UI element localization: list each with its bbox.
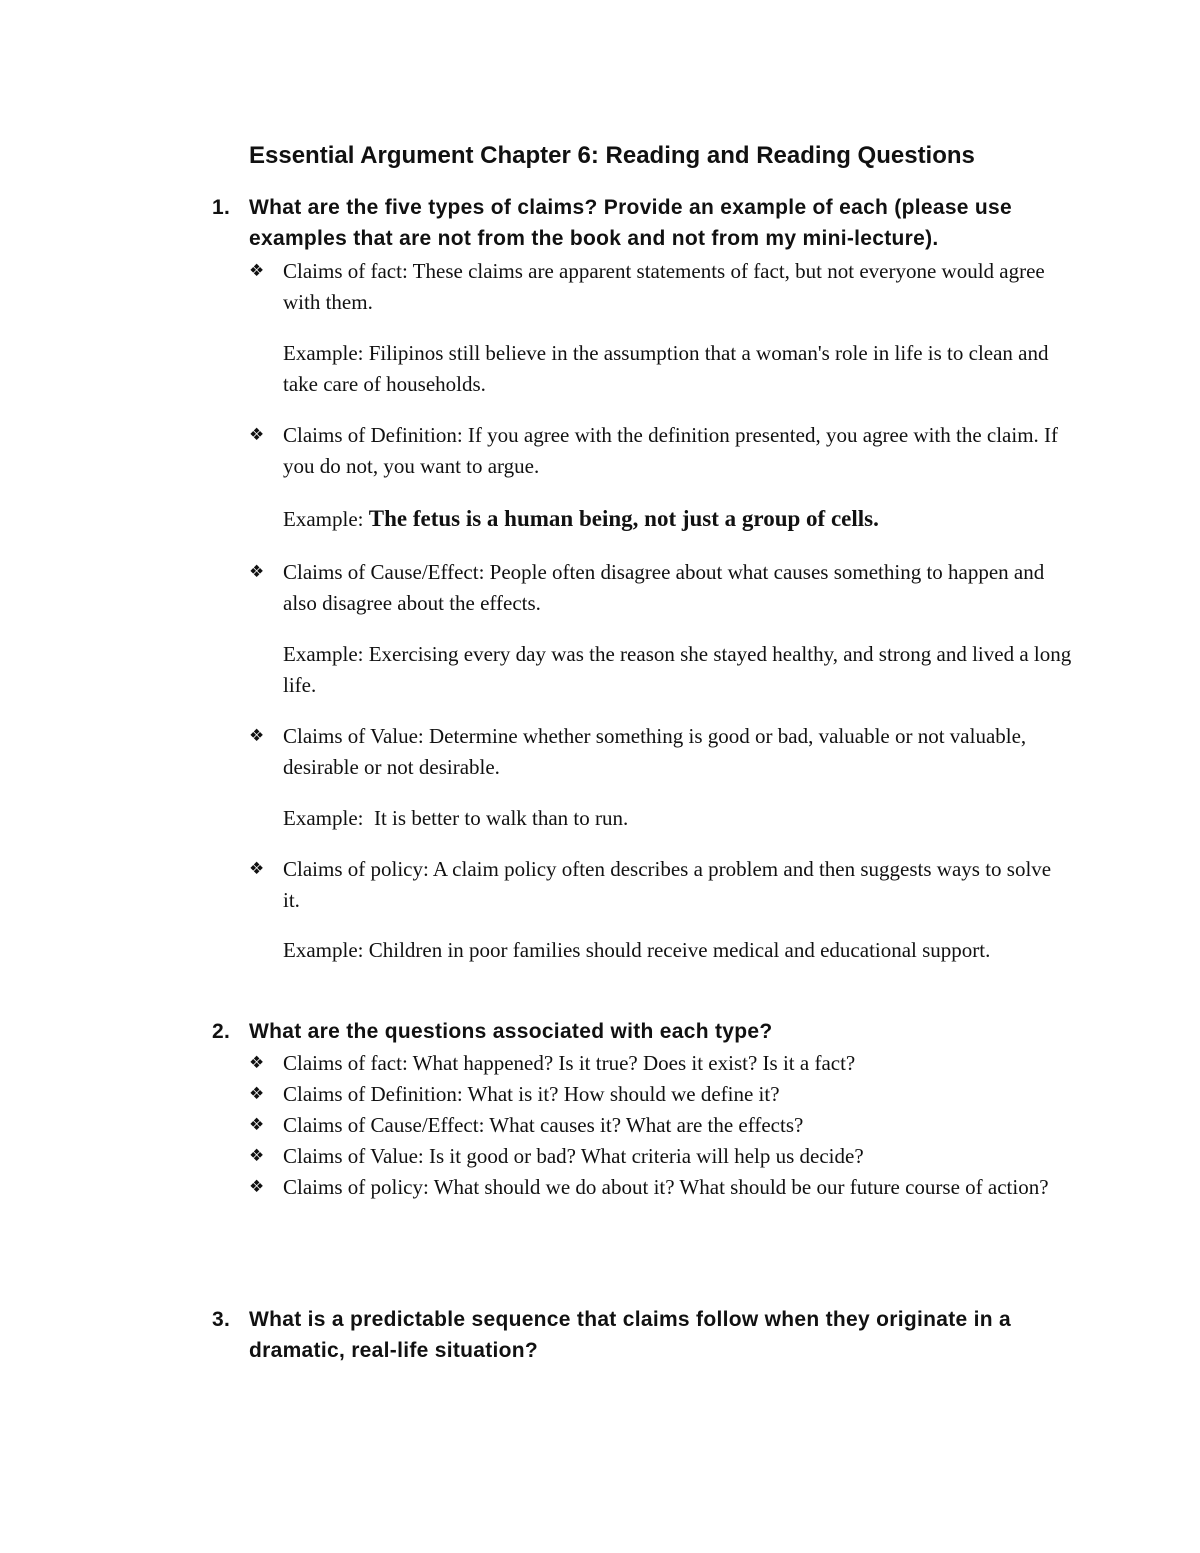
answer-claims-of-fact xyxy=(249,256,1069,318)
example-text: Children in poor families should receive medical and educational support. xyxy=(368,938,991,962)
question-claims-of-fact xyxy=(249,1048,1069,1079)
example-label: Example: xyxy=(283,507,369,531)
question-1 xyxy=(212,192,1072,254)
question-3 xyxy=(212,1304,1072,1366)
example-text: Filipinos still believe in the assumption that a woman's role in life is to clean and take care of households. xyxy=(283,341,1049,396)
example-text: The fetus is a human being, not just a group of cells. xyxy=(368,506,879,531)
question-text: What is a predictable sequence that claims follow when they originate in a dramatic, real-life situation? xyxy=(249,1308,1012,1362)
example-claims-of-policy xyxy=(283,935,1073,966)
answer-claims-of-value xyxy=(249,721,1069,783)
diamond-bullet-icon: ❖ xyxy=(249,261,265,281)
question-claims-of-cause-effect xyxy=(249,1110,1069,1141)
answer-text: Claims of Definition: What is it? How should we define it? xyxy=(283,1082,780,1106)
question-claims-of-definition xyxy=(249,1079,1069,1110)
question-number: 1. xyxy=(212,196,231,219)
example-label: Example: xyxy=(283,341,369,365)
diamond-bullet-icon: ❖ xyxy=(249,1115,265,1135)
answer-claims-of-cause-effect xyxy=(249,557,1069,619)
answer-text: Claims of policy: What should we do about it? What should be our future course of action? xyxy=(283,1175,1049,1199)
answer-text: Claims of fact: What happened? Is it true? Does it exist? Is it a fact? xyxy=(283,1051,856,1075)
answer-claims-of-definition xyxy=(249,420,1069,482)
answer-text: Claims of Value: Is it good or bad? What criteria will help us decide? xyxy=(283,1144,864,1168)
example-claims-of-cause-effect xyxy=(283,639,1073,701)
diamond-bullet-icon: ❖ xyxy=(249,425,265,445)
example-claims-of-definition xyxy=(283,503,1073,535)
example-label: Example: xyxy=(283,806,374,830)
question-text: What are the five types of claims? Provide an example of each (please use examples that are not from the book and not from my mini-lecture). xyxy=(249,196,1013,250)
diamond-bullet-icon: ❖ xyxy=(249,1146,265,1166)
diamond-bullet-icon: ❖ xyxy=(249,562,265,582)
example-text: Exercising every day was the reason she stayed healthy, and strong and lived a long life. xyxy=(283,642,1072,697)
diamond-bullet-icon: ❖ xyxy=(249,1053,265,1073)
answer-text: Claims of Value: Determine whether something is good or bad, valuable or not valuable, desirable or not desirable. xyxy=(283,724,1027,779)
answer-text: Claims of policy: A claim policy often describes a problem and then suggests ways to solve it. xyxy=(283,857,1052,912)
diamond-bullet-icon: ❖ xyxy=(249,859,265,879)
example-text: It is better to walk than to run. xyxy=(373,806,629,830)
question-claims-of-value xyxy=(249,1141,1069,1172)
question-text: What are the questions associated with each type? xyxy=(249,1020,773,1043)
question-claims-of-policy xyxy=(249,1172,1069,1203)
example-claims-of-value xyxy=(283,803,1073,834)
diamond-bullet-icon: ❖ xyxy=(249,1177,265,1197)
answer-text: Claims of Cause/Effect: People often disagree about what causes something to happen and also disagree about the effects. xyxy=(283,560,1045,615)
question-2 xyxy=(212,1016,1072,1047)
document-title: Essential Argument Chapter 6: Reading and Reading Questions xyxy=(249,142,975,169)
answer-text: Claims of fact: These claims are apparent statements of fact, but not everyone would agree with them. xyxy=(283,259,1045,314)
question-number: 3. xyxy=(212,1308,231,1331)
diamond-bullet-icon: ❖ xyxy=(249,726,265,746)
answer-text: Claims of Cause/Effect: What causes it? What are the effects? xyxy=(283,1113,804,1137)
answer-text: Claims of Definition: If you agree with the definition presented, you agree with the claim. If you do not, you want to argue. xyxy=(283,423,1059,478)
example-label: Example: xyxy=(283,938,369,962)
example-claims-of-fact xyxy=(283,338,1073,400)
question-number: 2. xyxy=(212,1020,231,1043)
answer-claims-of-policy xyxy=(249,854,1069,916)
diamond-bullet-icon: ❖ xyxy=(249,1084,265,1104)
example-label: Example: xyxy=(283,642,369,666)
